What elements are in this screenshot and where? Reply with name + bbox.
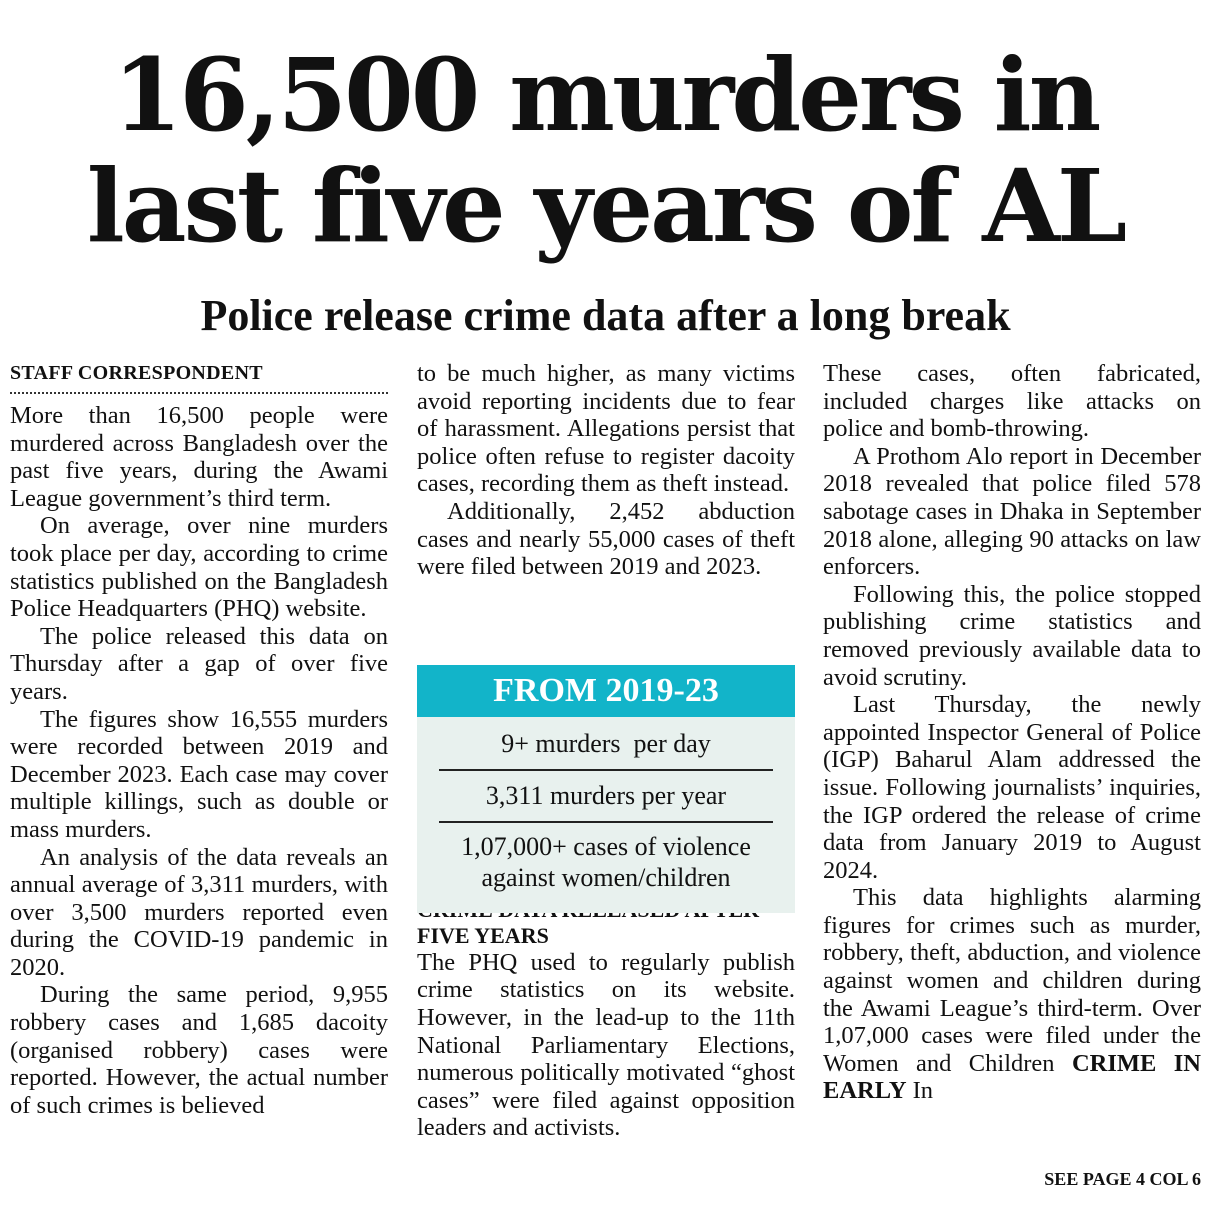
paragraph: The police released this data on Thursday after a gap of over five years. [10,622,388,705]
paragraph: The figures show 16,555 murders were recorded between 2019 and December 2023. Each case may cover multiple killings, such as double or mass murders. [10,705,388,843]
factbox-stat-line: 1,07,000+ cases of violence [461,832,751,861]
headline [0,36,1211,265]
factbox-stat-line: against women/children [481,863,731,892]
subheadline: Police release crime data after a long break [200,291,1011,340]
headline-line-2: last five years of AL [86,147,1125,265]
stats-factbox [417,665,795,913]
paragraph: These cases, often fabricated, included charges like attacks on police and bomb-throwing. [823,360,1201,443]
paragraph: The PHQ used to regularly publish crime statistics on its website. However, in the lead-up to the 11th National Parliamentary Elections, numerous politically motivated “ghost cases” were filed against opposition leaders and activists. [417,948,795,1142]
paragraph-tail: In [912,1077,934,1105]
article-column-3 [823,360,1201,1105]
paragraph: Last Thursday, the newly appointed Inspector General of Police (IGP) Baharul Alam addressed the issue. Following journalists’ inquiries, the IGP ordered the release of crime data from January 2019 to August 2024. [823,691,1201,884]
paragraph: An analysis of the data reveals an annual average of 3,311 murders, with over 3,500 murders reported even during the COVID-19 pandemic in 2020. [10,843,388,981]
jump-kicker: CRIME IN EARLY [823,1049,1201,1105]
paragraph: Additionally, 2,452 abduction cases and nearly 55,000 cases of theft were filed between 2019 and 2023. [417,497,795,581]
factbox-title: FROM 2019-23 [417,665,795,717]
paragraph-text: This data highlights alarming figures for crimes such as murder, robbery, theft, abduction, and violence against women and children during the Awami League’s third-term. Over 1,07,000 cases were filed under the Women and Children [823,884,1201,1077]
paragraph [823,884,1201,1105]
continued-on-page[interactable]: SEE PAGE 4 COL 6 [1044,1169,1201,1189]
headline-line-1: 16,500 murders in [112,36,1099,154]
factbox-stat-murders-per-day: 9+ murders per day [439,717,773,771]
paragraph: to be much higher, as many victims avoid reporting incidents due to fear of harassment. Allegations persist that police often refuse to register dacoity cases, recording them as theft instead. [417,360,795,498]
section-subheading: FIVE YEARS [417,922,549,948]
factbox-stat-violence-cases [439,823,773,893]
factbox-stat-murders-per-year: 3,311 murders per year [439,771,773,823]
paragraph: On average, over nine murders took place per day, according to crime statistics published on the Bangladesh Police Headquarters (PHQ) website. [10,512,388,623]
article-column-1 [10,360,388,1119]
byline: STAFF CORRESPONDENT [10,360,388,394]
paragraph: A Prothom Alo report in December 2018 revealed that police filed 578 sabotage cases in Dhaka in September 2018 alone, alleging 90 attacks on law enforcers. [823,442,1201,581]
paragraph: Following this, the police stopped publishing crime statistics and removed previously available data to avoid scrutiny. [823,580,1201,691]
paragraph: During the same period, 9,955 robbery cases and 1,685 dacoity (organised robbery) cases were reported. However, the actual number of such crimes is believed [10,981,388,1119]
paragraph: More than 16,500 people were murdered across Bangladesh over the past five years, during the Awami League government’s third term. [10,402,388,512]
